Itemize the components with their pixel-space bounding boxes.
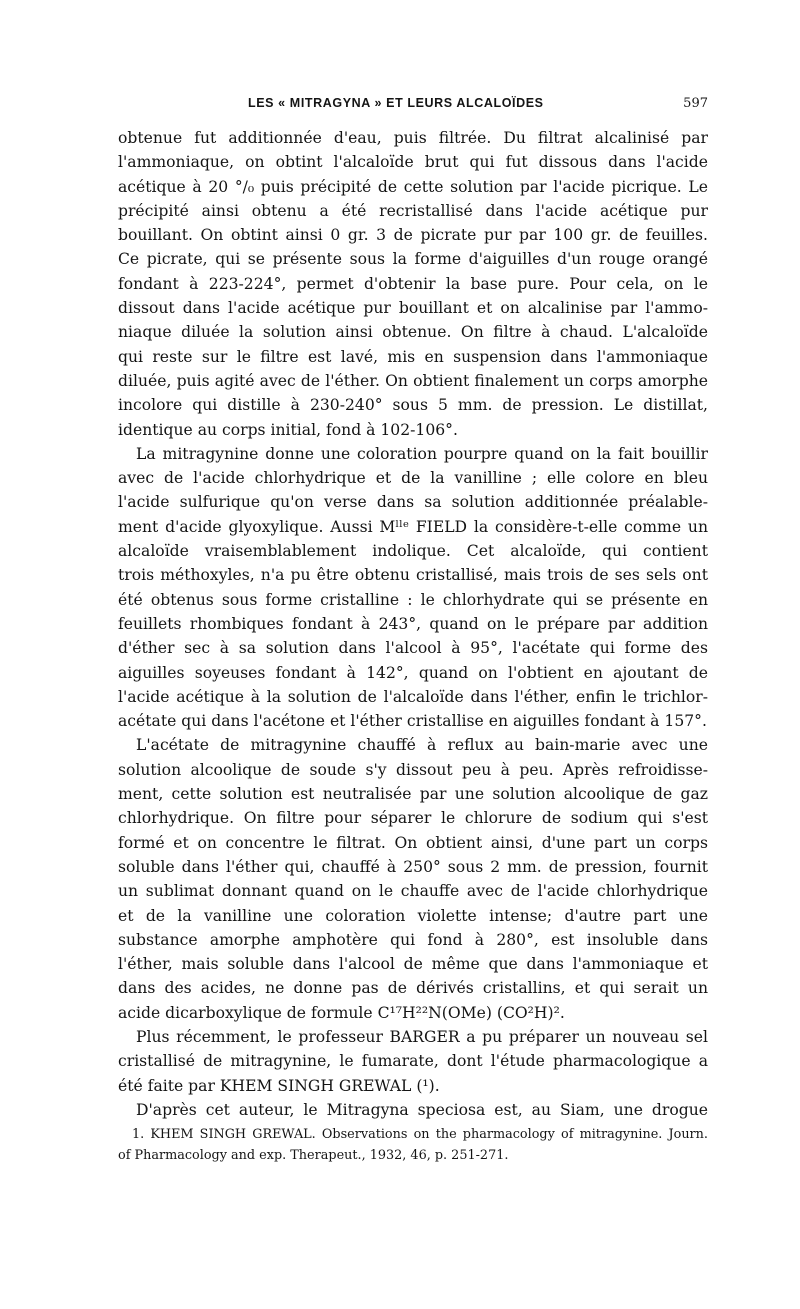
footnotes: [118, 1124, 708, 1166]
text-line: D'après cet auteur, le Mitragyna speciosa est, au Siam, une drogue: [136, 1100, 708, 1119]
text-line: ment d'acide glyoxylique. Aussi Mˡˡᵉ FIELD la considère-t-elle comme un: [118, 517, 708, 536]
text-line: La mitragynine donne une coloration pourpre quand on la fait bouillir: [136, 444, 708, 463]
text-line: aiguilles soyeuses fondant à 142°, quand on l'obtient en ajoutant de: [118, 663, 708, 682]
text-line: incolore qui distille à 230-240° sous 5 mm. de pression. Le distillat,: [118, 396, 708, 415]
text-line: soluble dans l'éther qui, chauffé à 250° sous 2 mm. de pression, fournit: [118, 857, 708, 876]
text-line: l'ammoniaque, on obtint l'alcaloïde brut qui fut dissous dans l'acide: [118, 153, 708, 172]
page-number: 597: [683, 96, 708, 111]
running-title: LES « MITRAGYNA » ET LEURS ALCALOÏDES: [248, 96, 544, 110]
text-line: chlorhydrique. On filtre pour séparer le chlorure de sodium qui s'est: [118, 809, 708, 828]
text-line: diluée, puis agité avec de l'éther. On obtient finalement un corps amorphe: [118, 371, 708, 390]
text-line: l'éther, mais soluble dans l'alcool de même que dans l'ammoniaque et: [118, 955, 708, 974]
text-line: été obtenus sous forme cristalline : le chlorhydrate qui se présente en: [118, 590, 708, 609]
text-line: dans des acides, ne donne pas de dérivés cristallins, et qui serait un: [118, 979, 708, 998]
footnote-line: 1. KHEM SINGH GREWAL. Observations on the pharmacology of mitragynine. Journ.: [132, 1127, 708, 1142]
body-text: [118, 126, 708, 1122]
text-line: L'acétate de mitragynine chauffé à reflux au bain-marie avec une: [136, 736, 708, 755]
text-line: précipité ainsi obtenu a été recristallisé dans l'acide acétique pur: [118, 201, 708, 220]
running-head: [118, 96, 708, 118]
text-line: acétate qui dans l'acétone et l'éther cristallise en aiguilles fondant à 157°.: [118, 712, 707, 731]
text-line: identique au corps initial, fond à 102-106°.: [118, 420, 458, 439]
text-line: solution alcoolique de soude s'y dissout peu à peu. Après refroidisse-: [118, 760, 708, 779]
text-line: cristallisé de mitragynine, le fumarate, dont l'étude pharmacologique a: [118, 1052, 708, 1071]
footnote-line: of Pharmacology and exp. Therapeut., 1932, 46, p. 251-271.: [118, 1148, 509, 1163]
text-line: fondant à 223-224°, permet d'obtenir la base pure. Pour cela, on le: [118, 274, 708, 293]
text-line: bouillant. On obtint ainsi 0 gr. 3 de picrate pur par 100 gr. de feuilles.: [118, 226, 708, 245]
text-line: acide dicarboxylique de formule C¹⁷H²²N(OMe) (CO²H)².: [118, 1003, 565, 1022]
text-line: formé et on concentre le filtrat. On obtient ainsi, d'une part un corps: [118, 833, 708, 852]
text-line: alcaloïde vraisemblablement indolique. Cet alcaloïde, qui contient: [118, 542, 708, 561]
text-line: niaque diluée la solution ainsi obtenue. On filtre à chaud. L'alcaloïde: [118, 323, 708, 342]
text-line: qui reste sur le filtre est lavé, mis en suspension dans l'ammoniaque: [118, 347, 708, 366]
text-line: trois méthoxyles, n'a pu être obtenu cristallisé, mais trois de ses sels ont: [118, 566, 708, 585]
text-line: substance amorphe amphotère qui fond à 280°, est insoluble dans: [118, 930, 708, 949]
text-line: l'acide acétique à la solution de l'alcaloïde dans l'éther, enfin le trichlor-: [118, 687, 708, 706]
text-line: été faite par KHEM SINGH GREWAL (¹).: [118, 1076, 440, 1095]
text-line: acétique à 20 °/₀ puis précipité de cette solution par l'acide picrique. Le: [118, 177, 708, 196]
text-line: ment, cette solution est neutralisée par une solution alcoolique de gaz: [118, 785, 708, 804]
text-line: Ce picrate, qui se présente sous la forme d'aiguilles d'un rouge orangé: [118, 250, 708, 269]
text-line: avec de l'acide chlorhydrique et de la vanilline ; elle colore en bleu: [118, 469, 708, 488]
text-line: et de la vanilline une coloration violette intense; d'autre part une: [118, 906, 708, 925]
text-line: dissout dans l'acide acétique pur bouillant et on alcalinise par l'ammo-: [118, 299, 708, 318]
text-line: l'acide sulfurique qu'on verse dans sa solution additionnée préalable-: [118, 493, 708, 512]
text-line: feuillets rhombiques fondant à 243°, quand on le prépare par addition: [118, 614, 708, 633]
text-line: Plus récemment, le professeur BARGER a pu préparer un nouveau sel: [136, 1027, 708, 1046]
text-line: d'éther sec à sa solution dans l'alcool à 95°, l'acétate qui forme des: [118, 639, 708, 658]
text-line: un sublimat donnant quand on le chauffe avec de l'acide chlorhydrique: [118, 882, 708, 901]
text-line: obtenue fut additionnée d'eau, puis filtrée. Du filtrat alcalinisé par: [118, 129, 708, 147]
